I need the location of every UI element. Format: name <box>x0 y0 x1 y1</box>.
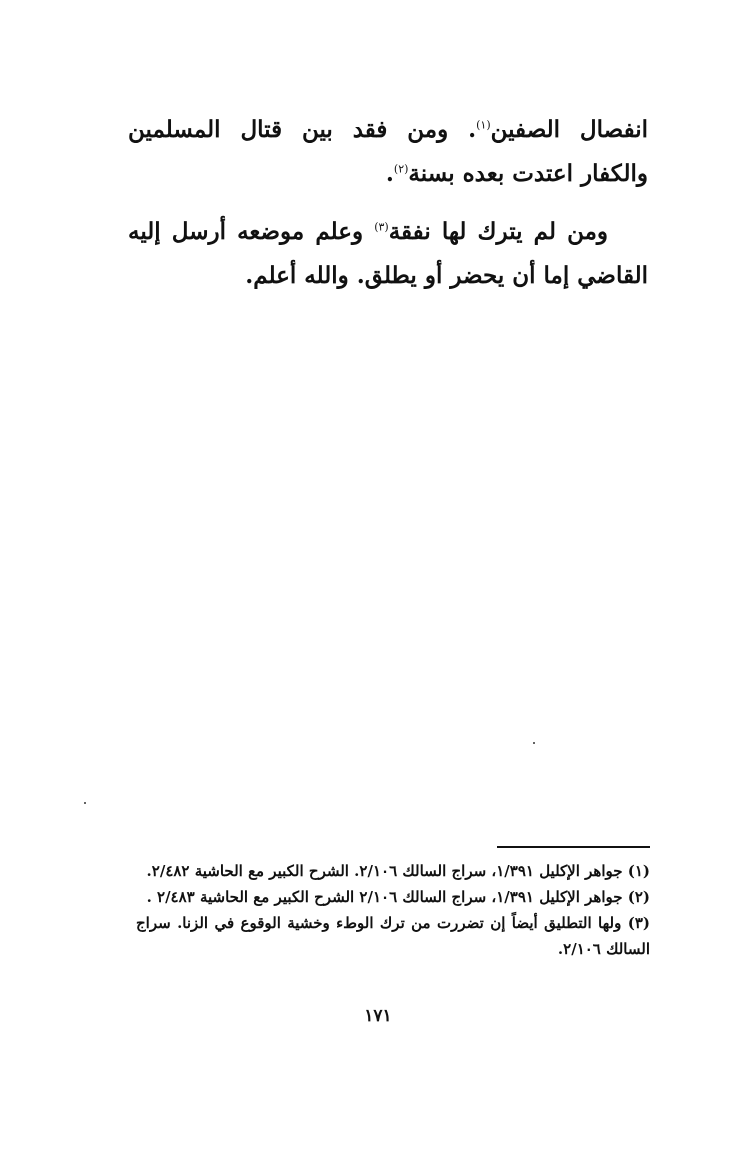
scan-speck <box>84 802 86 804</box>
paragraph-2-continuation: وعلم موضعه أرسل إليه القاضي إما أن يحضر أو يطلق. والله أعلم. <box>128 218 648 289</box>
paragraph-1-text: انفصال الصفين <box>490 116 648 143</box>
scan-speck <box>533 742 535 744</box>
footnotes <box>136 858 650 962</box>
paragraph-1-end: . <box>385 160 394 187</box>
footnote-1: (١) جواهر الإكليل ١/٣٩١، سراج السالك ٢/١٠٦. الشرح الكبير مع الحاشية ٢/٤٨٢. <box>146 862 650 880</box>
footnote-separator <box>497 846 650 848</box>
footnote-3: (٣) ولها التطليق أيضاً إن تضررت من ترك الوطء وخشية الوقوع في الزنا. سراج السالك ٢/١٠٦. <box>136 914 650 958</box>
paragraph-2-text: ومن لم يترك لها نفقة <box>388 218 609 245</box>
paragraph-2 <box>128 210 648 298</box>
page-number: ١٧١ <box>364 1006 392 1026</box>
paragraph-1-continuation: . ومن فقد بين قتال المسلمين والكفار اعتدت بعده بسنة <box>128 116 648 187</box>
footnote-ref-1[interactable]: (١) <box>476 118 491 132</box>
footnote-2: (٢) جواهر الإكليل ١/٣٩١، سراج السالك ٢/١٠٦ الشرح الكبير مع الحاشية ٢/٤٨٣ . <box>146 888 650 906</box>
main-text <box>128 108 648 298</box>
paragraph-1 <box>128 108 648 196</box>
footnote-ref-2[interactable]: (٢) <box>393 162 409 176</box>
footnote-ref-3[interactable]: (٣) <box>374 220 389 234</box>
